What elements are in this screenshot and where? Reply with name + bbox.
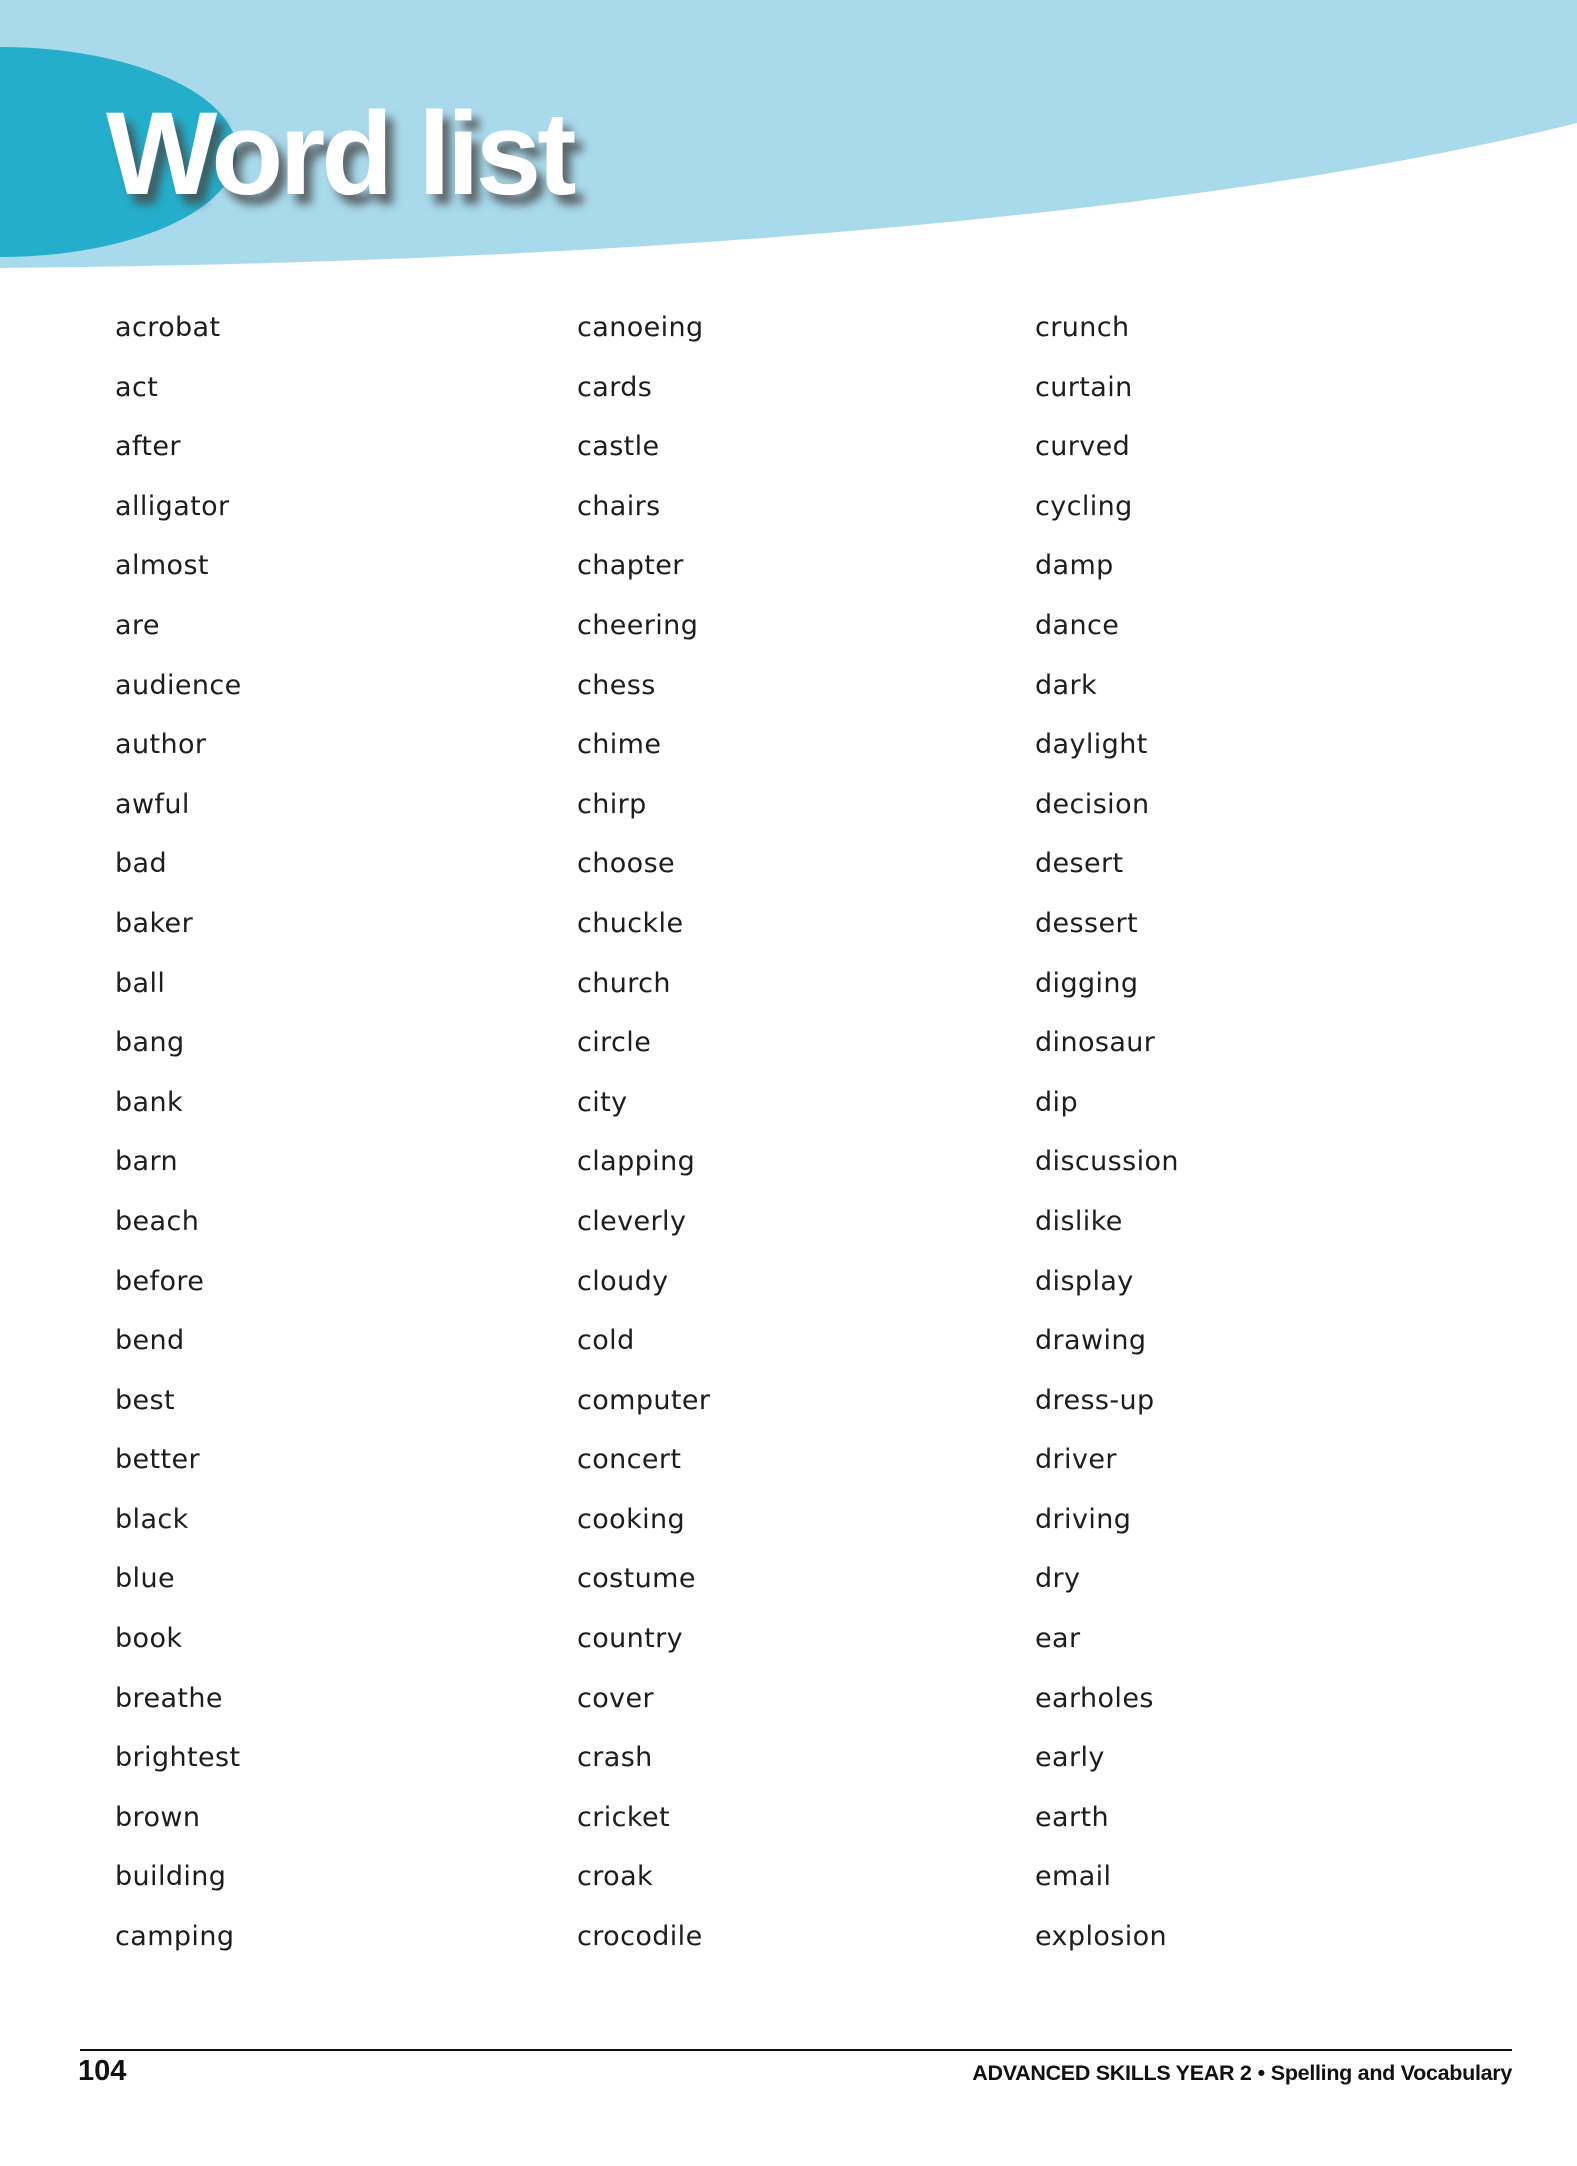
word-list-column-2 [577, 298, 1007, 1967]
word-item: computer [577, 1384, 711, 1416]
word-item: dinosaur [1035, 1027, 1156, 1059]
word-item: dance [1035, 609, 1120, 641]
footer-page-number: 104 [78, 2055, 127, 2087]
word-item: croak [577, 1861, 654, 1893]
word-item: crocodile [577, 1921, 703, 1953]
word-item: dress-up [1035, 1384, 1155, 1416]
word-item: concert [577, 1444, 682, 1476]
footer-subject: Spelling and Vocabulary [1270, 2061, 1512, 2085]
word-item: after [115, 431, 181, 463]
word-item: driver [1035, 1444, 1117, 1476]
word-item: chapter [577, 550, 684, 582]
word-item: acrobat [115, 312, 221, 343]
word-item: early [1035, 1742, 1105, 1774]
word-item: chirp [577, 788, 647, 820]
word-item: brightest [115, 1742, 241, 1774]
word-item: are [115, 609, 160, 641]
word-item: dislike [1035, 1205, 1123, 1237]
word-item: canoeing [577, 312, 704, 343]
word-item: dessert [1035, 907, 1138, 939]
word-item: damp [1035, 550, 1114, 582]
word-item: cycling [1035, 490, 1133, 522]
word-item: beach [115, 1205, 200, 1237]
word-item: breathe [115, 1682, 223, 1714]
word-item: cards [577, 371, 653, 403]
word-item: earholes [1035, 1682, 1154, 1714]
word-item: castle [577, 431, 660, 463]
footer-series-title: ADVANCED SKILLS YEAR 2 [972, 2061, 1252, 2085]
footer-bullet-separator: • [1257, 2061, 1265, 2085]
word-item: bang [115, 1027, 185, 1059]
word-item: cleverly [577, 1205, 687, 1237]
word-item: display [1035, 1265, 1134, 1297]
word-item: curved [1035, 431, 1131, 463]
word-item: discussion [1035, 1146, 1179, 1178]
word-item: building [115, 1861, 227, 1893]
word-item: email [1035, 1861, 1112, 1893]
word-item: book [115, 1623, 183, 1655]
word-item: act [115, 371, 159, 403]
word-item: ball [115, 967, 166, 999]
word-item: chess [577, 669, 656, 701]
word-item: crash [577, 1742, 653, 1774]
word-item: cricket [577, 1801, 670, 1833]
word-item: chuckle [577, 907, 684, 939]
word-item: costume [577, 1563, 696, 1595]
word-item: best [115, 1384, 176, 1416]
word-item: curtain [1035, 371, 1133, 403]
word-item: black [115, 1503, 189, 1535]
word-item: drawing [1035, 1325, 1147, 1357]
word-item: camping [115, 1921, 235, 1953]
footer-book-info [972, 2063, 1512, 2085]
word-item: awful [115, 788, 190, 820]
word-item: almost [115, 550, 209, 582]
footer-divider-line [80, 2049, 1512, 2051]
word-item: explosion [1035, 1921, 1168, 1953]
word-item: church [577, 967, 671, 999]
word-item: country [577, 1623, 684, 1655]
word-list-column-1 [115, 298, 545, 1967]
word-item: dry [1035, 1563, 1081, 1595]
word-item: desert [1035, 848, 1124, 880]
word-item: bank [115, 1086, 184, 1118]
word-item: earth [1035, 1801, 1109, 1833]
word-item: better [115, 1444, 201, 1476]
word-item: cloudy [577, 1265, 669, 1297]
word-item: cooking [577, 1503, 686, 1535]
word-item: city [577, 1086, 628, 1118]
word-item: baker [115, 907, 194, 939]
page-title: Word list [106, 88, 573, 220]
word-item: decision [1035, 788, 1150, 820]
word-item: driving [1035, 1503, 1132, 1535]
word-item: cover [577, 1682, 655, 1714]
word-item: author [115, 729, 207, 761]
word-list-column-3 [1035, 298, 1465, 1967]
word-item: chairs [577, 490, 661, 522]
word-item: digging [1035, 967, 1139, 999]
word-item: cheering [577, 609, 699, 641]
word-item: before [115, 1265, 205, 1297]
word-item: ear [1035, 1623, 1081, 1655]
word-item: dark [1035, 669, 1098, 701]
word-item: dip [1035, 1086, 1078, 1118]
word-item: chime [577, 729, 662, 761]
word-item: barn [115, 1146, 179, 1178]
word-item: blue [115, 1563, 175, 1595]
word-item: bend [115, 1325, 185, 1357]
word-item: circle [577, 1027, 652, 1059]
word-item: brown [115, 1801, 201, 1833]
word-item: cold [577, 1325, 635, 1357]
word-item: daylight [1035, 729, 1148, 761]
word-item: choose [577, 848, 676, 880]
word-item: bad [115, 848, 168, 880]
word-item: audience [115, 669, 242, 701]
word-item: alligator [115, 490, 230, 522]
word-item: clapping [577, 1146, 696, 1178]
word-item: crunch [1035, 312, 1130, 343]
